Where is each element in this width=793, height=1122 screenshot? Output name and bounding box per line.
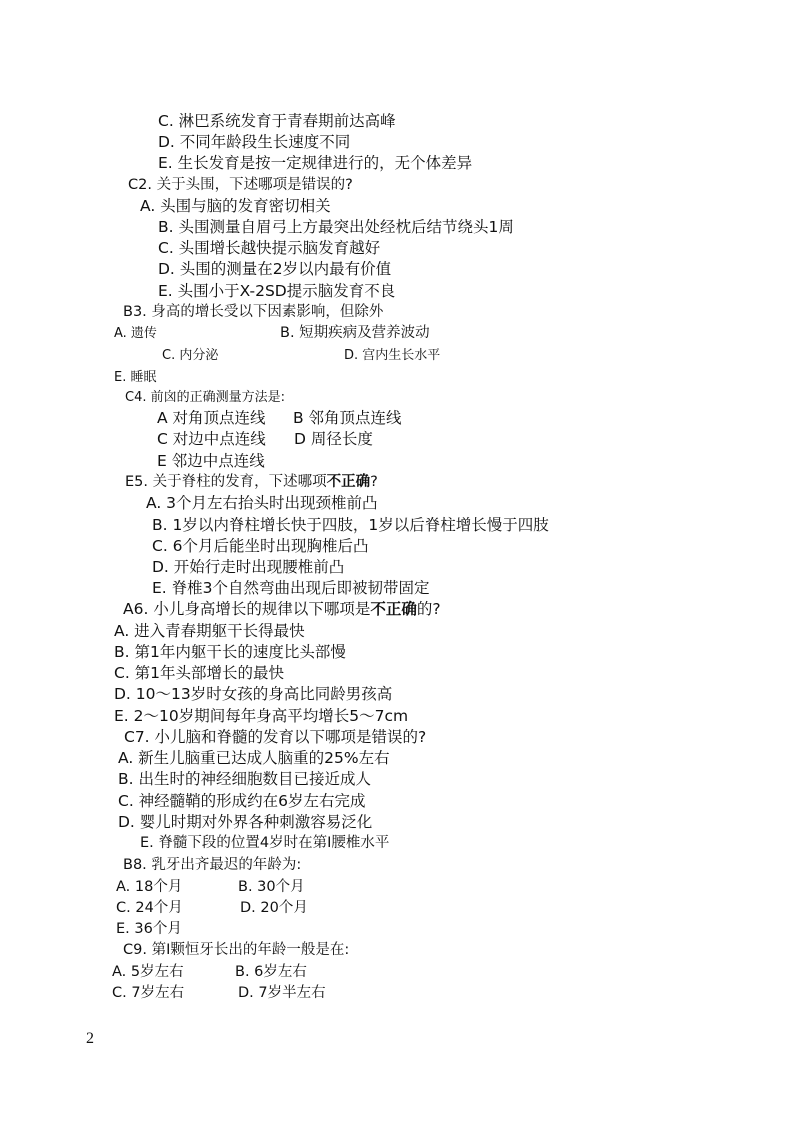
q5-option-d: D. 开始行走时出现腰椎前凸 [152, 558, 345, 576]
q9-option-a: A. 5岁左右 [112, 964, 184, 980]
q8-stem: B8. 乳牙出齐最迟的年龄为: [123, 857, 302, 873]
q4-option-d: D 周径长度 [294, 430, 373, 448]
q6-option-a: A. 进入青春期躯干长得最快 [114, 622, 305, 640]
q3-option-b: B. 短期疾病及营养波动 [280, 325, 430, 341]
q4-option-c: C 对边中点连线 [157, 430, 266, 448]
q1-option-d: D. 不同年龄段生长速度不同 [158, 133, 351, 151]
q6-option-e: E. 2～10岁期间每年身高平均增长5～7cm [114, 707, 409, 725]
q5-option-c: C. 6个月后能坐时出现胸椎后凸 [152, 537, 369, 555]
q3-option-d: D. 宫内生长水平 [344, 348, 441, 363]
q4-option-b: B 邻角顶点连线 [293, 409, 402, 427]
q4-option-a: A 对角顶点连线 [157, 409, 266, 427]
q9-stem: C9. 第I颗恒牙长出的年龄一般是在: [123, 942, 350, 958]
q6-option-c: C. 第1年头部增长的最快 [114, 664, 285, 682]
q5-option-a: A. 3个月左右抬头时出现颈椎前凸 [146, 494, 378, 512]
q7-option-e: E. 脊髓下段的位置4岁时在第I腰椎水平 [140, 835, 390, 851]
q8-option-c: C. 24个月 [116, 900, 183, 916]
q9-option-d: D. 7岁半左右 [238, 985, 326, 1001]
q3-option-c: C. 内分泌 [162, 348, 219, 363]
q1-option-c: C. 淋巴系统发育于青春期前达高峰 [158, 112, 396, 130]
q2-option-a: A. 头围与脑的发育密切相关 [140, 197, 331, 215]
q8-option-e: E. 36个月 [116, 921, 182, 937]
q5-option-e: E. 脊椎3个自然弯曲出现后即被韧带固定 [152, 579, 430, 597]
q1-option-e: E. 生长发育是按一定规律进行的，无个体差异 [158, 154, 473, 172]
q4-stem: C4. 前囟的正确测量方法是: [125, 390, 285, 405]
q6-stem: A6. 小儿身高增长的规律以下哪项是不正确的? [123, 600, 441, 618]
q2-option-e: E. 头围小于X-2SD提示脑发育不良 [158, 282, 396, 300]
q5-emphasis: 不正确 [326, 474, 371, 490]
q6-option-d: D. 10～13岁时女孩的身高比同龄男孩高 [114, 685, 393, 703]
q2-option-b: B. 头围测量自眉弓上方最突出处经枕后结节绕头1周 [158, 218, 514, 236]
q7-option-a: A. 新生儿脑重已达成人脑重的25%左右 [118, 749, 390, 767]
q6-emphasis: 不正确 [370, 600, 417, 618]
q7-stem: C7. 小儿脑和脊髓的发育以下哪项是错误的? [124, 728, 427, 746]
q7-option-c: C. 神经髓鞘的形成约在6岁左右完成 [118, 792, 366, 810]
page-number: 2 [86, 1030, 94, 1047]
q2-option-d: D. 头围的测量在2岁以内最有价值 [158, 260, 392, 278]
q9-option-c: C. 7岁左右 [112, 985, 185, 1001]
q3-stem: B3. 身高的增长受以下因素影响，但除外 [123, 304, 384, 320]
q5-option-b: B. 1岁以内脊柱增长快于四肢，1岁以后脊柱增长慢于四肢 [152, 516, 549, 534]
q7-option-b: B. 出生时的神经细胞数目已接近成人 [118, 770, 371, 788]
q8-option-d: D. 20个月 [240, 900, 308, 916]
q9-option-b: B. 6岁左右 [235, 964, 307, 980]
q7-option-d: D. 婴儿时期对外界各种刺激容易泛化 [118, 813, 373, 831]
q3-option-a: A. 遗传 [114, 326, 157, 341]
q2-option-c: C. 头围增长越快提示脑发育越好 [158, 239, 381, 257]
q4-option-e: E 邻边中点连线 [157, 452, 265, 470]
q8-option-a: A. 18个月 [116, 879, 183, 895]
q5-stem: E5. 关于脊柱的发育，下述哪项不正确? [125, 474, 378, 490]
q3-option-e: E. 睡眠 [114, 370, 157, 385]
q2-stem: C2. 关于头围，下述哪项是错误的? [128, 177, 353, 193]
q8-option-b: B. 30个月 [238, 879, 305, 895]
q6-option-b: B. 第1年内躯干长的速度比头部慢 [114, 643, 346, 661]
